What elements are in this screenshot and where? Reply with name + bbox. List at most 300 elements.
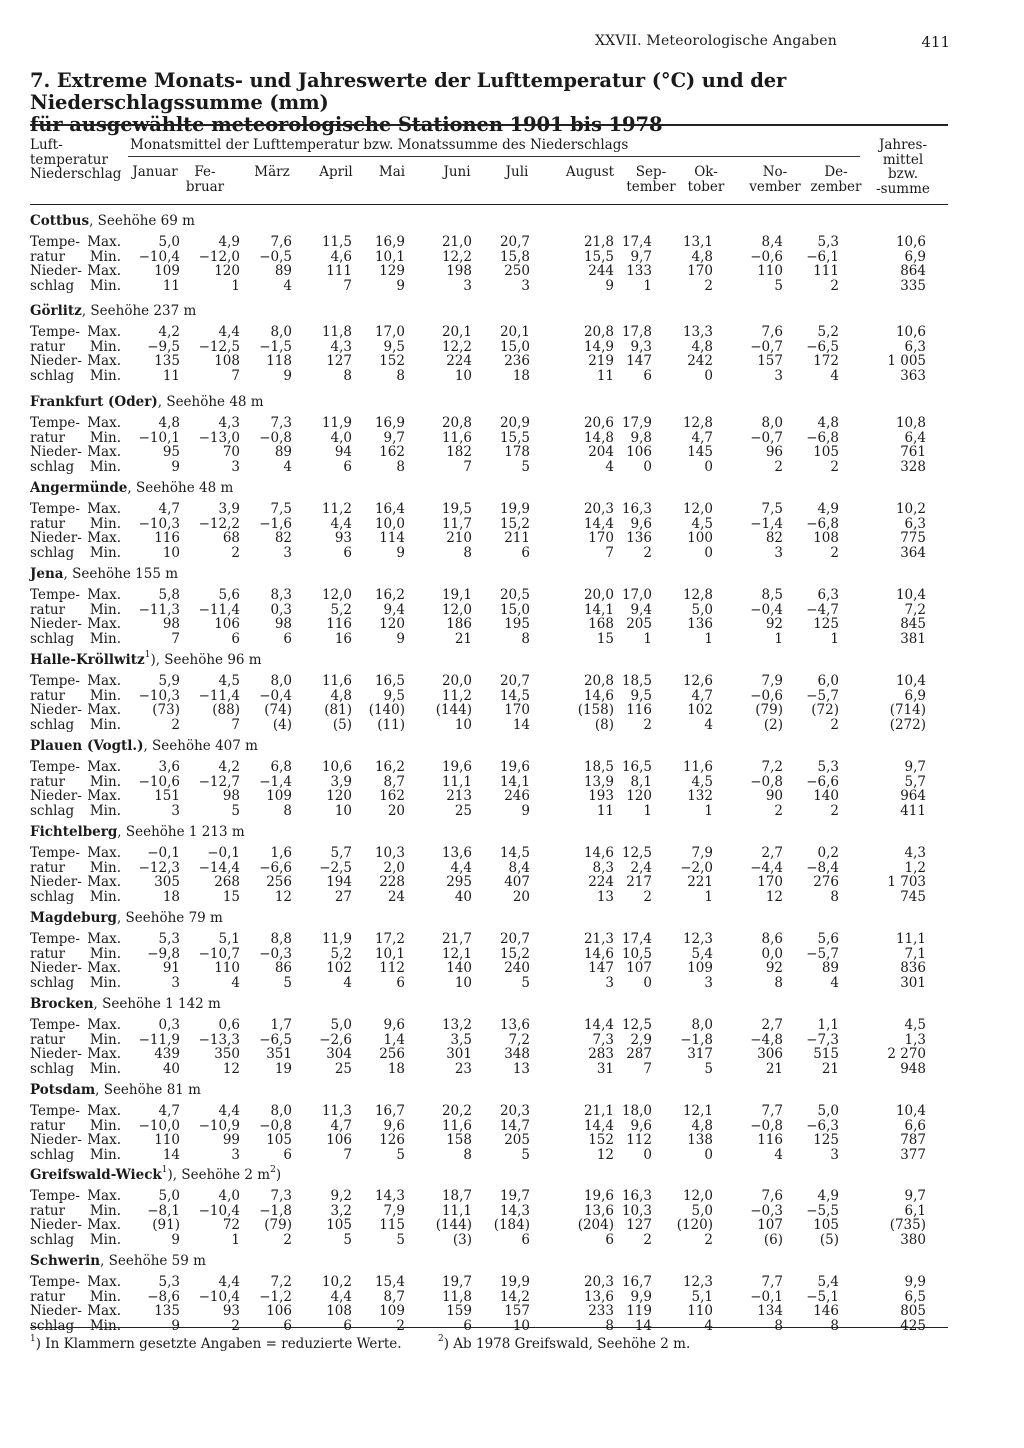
month-cell: 152: [379, 353, 405, 369]
annual-cell: 6,4: [904, 429, 926, 446]
month-cell: 7: [343, 1146, 352, 1163]
annual-cell: (714): [889, 702, 926, 718]
month-cell: 4,7: [158, 1103, 180, 1119]
month-cell: 3,9: [330, 773, 352, 790]
row-label: Tempe-: [30, 1188, 80, 1204]
month-cell: 140: [446, 960, 472, 976]
month-cell: 98: [162, 616, 180, 632]
month-cell: −2,0: [680, 859, 713, 876]
stub-header-line: Luft-: [30, 137, 63, 153]
month-cell: 439: [154, 1046, 180, 1062]
month-cell: 1,1: [817, 1017, 839, 1033]
annual-cell: (735): [889, 1217, 926, 1233]
month-cell: (72): [811, 702, 839, 718]
row-label: Tempe-: [30, 759, 80, 775]
annual-cell: 787: [900, 1132, 926, 1148]
month-cell: 4: [605, 458, 614, 475]
month-cell: 13: [512, 1060, 530, 1077]
annual-cell: 805: [900, 1303, 926, 1319]
month-cell: −10,4: [138, 248, 180, 265]
month-cell: 11,1: [441, 773, 472, 790]
month-cell: 13,6: [583, 1202, 614, 1219]
month-cell: 19,7: [499, 1188, 530, 1204]
month-cell: 17,2: [374, 931, 405, 947]
month-cell: 25: [334, 1060, 352, 1077]
month-cell: (140): [368, 702, 405, 718]
month-cell: 2: [643, 1231, 652, 1248]
month-cell: 6: [343, 544, 352, 561]
month-cell: 6: [521, 1231, 530, 1248]
month-cell: 20,9: [499, 415, 530, 431]
month-cell: −12,3: [138, 859, 180, 876]
month-cell: 7,2: [508, 1031, 530, 1048]
month-cell: 5: [521, 974, 530, 991]
month-cell: 12,0: [321, 587, 352, 603]
annual-cell: 328: [900, 458, 926, 475]
month-cell: 8: [463, 1146, 472, 1163]
annual-cell: 335: [900, 277, 926, 294]
month-cell: 4,2: [158, 324, 180, 340]
table-row-temp-max: [0, 932, 1024, 947]
month-cell: 19,9: [499, 1274, 530, 1290]
month-cell: 204: [588, 444, 614, 460]
month-cell: 13: [596, 888, 614, 905]
month-cell: 17,0: [374, 324, 405, 340]
month-cell: 2: [830, 544, 839, 561]
month-cell: 2: [830, 277, 839, 294]
month-cell: 4,3: [218, 415, 240, 431]
month-cell: 9,6: [383, 1017, 405, 1033]
month-cell: 4: [231, 974, 240, 991]
row-kind: Min.: [89, 630, 121, 647]
row-kind: Max.: [87, 1017, 121, 1033]
table-row-prec-max: [0, 1304, 1024, 1319]
month-cell: 287: [626, 1046, 652, 1062]
month-cell: 4,8: [330, 687, 352, 704]
annual-cell: 10,6: [895, 234, 926, 250]
table-row-prec-min: [0, 890, 1024, 905]
annual-cell: 1 005: [887, 353, 926, 369]
annual-cell: 10,6: [895, 324, 926, 340]
footnote-1-mark: 1: [30, 1334, 36, 1344]
row-label: schlag: [30, 974, 75, 991]
month-cell: 3: [774, 367, 783, 384]
month-cell: −12,7: [198, 773, 240, 790]
month-header-line: Fe-: [194, 164, 216, 180]
month-cell: −5,5: [806, 1202, 839, 1219]
month-cell: 14,8: [583, 429, 614, 446]
month-cell: 224: [588, 874, 614, 890]
month-cell: 13,1: [682, 234, 713, 250]
month-cell: 3: [171, 974, 180, 991]
month-cell: 98: [222, 788, 240, 804]
month-cell: 1,7: [270, 1017, 292, 1033]
month-cell: 7,3: [270, 415, 292, 431]
month-cell: 11,6: [441, 429, 472, 446]
month-cell: 17,4: [621, 931, 652, 947]
month-cell: (91): [152, 1217, 180, 1233]
annual-cell: 948: [900, 1060, 926, 1077]
month-cell: 12,0: [441, 601, 472, 618]
month-cell: −4,7: [806, 601, 839, 618]
month-cell: 268: [214, 874, 240, 890]
month-cell: 7: [463, 458, 472, 475]
month-cell: 111: [326, 263, 352, 279]
month-cell: 4,4: [330, 515, 352, 532]
month-cell: 304: [326, 1046, 352, 1062]
month-cell: 9: [171, 1317, 180, 1334]
month-cell: 0: [704, 1146, 713, 1163]
station-title: [30, 1082, 201, 1098]
month-cell: (5): [332, 716, 352, 733]
month-header-line: zember: [810, 178, 862, 195]
month-cell: 6,8: [270, 759, 292, 775]
month-cell: 2: [830, 458, 839, 475]
month-cell: 89: [274, 263, 292, 279]
month-cell: 19,9: [499, 501, 530, 517]
month-cell: 14,5: [499, 845, 530, 861]
station-name: Fichtelberg: [30, 824, 118, 840]
month-cell: 5,0: [158, 1188, 180, 1204]
row-label: schlag: [30, 277, 75, 294]
month-cell: 8,0: [691, 1017, 713, 1033]
annual-cell: 2 270: [887, 1046, 926, 1062]
row-label: ratur: [30, 687, 66, 704]
month-cell: 115: [379, 1217, 405, 1233]
month-cell: 20,0: [583, 587, 614, 603]
month-cell: 18,5: [583, 759, 614, 775]
station-elevation: , Seehöhe 69 m: [89, 213, 195, 229]
station-elevation: , Seehöhe 79 m: [116, 910, 223, 926]
month-cell: 0,3: [270, 601, 292, 618]
annual-cell: 9,7: [904, 1188, 926, 1204]
page-number: 411: [921, 33, 950, 51]
month-cell: 3: [463, 277, 472, 294]
month-cell: 8: [521, 630, 530, 647]
month-cell: −1,4: [750, 515, 783, 532]
month-cell: 12,3: [682, 1274, 713, 1290]
month-cell: 17,4: [621, 234, 652, 250]
row-kind: Min.: [89, 888, 121, 905]
row-label: schlag: [30, 544, 75, 561]
month-cell: (144): [435, 1217, 472, 1233]
month-cell: (79): [755, 702, 783, 718]
month-cell: 4: [830, 974, 839, 991]
month-cell: −0,3: [259, 945, 292, 962]
station-elevation: , Seehöhe 407 m: [143, 738, 258, 754]
station-title: [30, 824, 245, 840]
month-cell: −4,4: [750, 859, 783, 876]
table-row-prec-max: [0, 875, 1024, 890]
month-cell: (5): [819, 1231, 839, 1248]
month-cell: 11,1: [441, 1202, 472, 1219]
month-cell: 5: [521, 458, 530, 475]
month-cell: 217: [626, 874, 652, 890]
row-kind: Max.: [87, 501, 121, 517]
row-kind: Max.: [87, 960, 121, 976]
month-cell: 14,3: [374, 1188, 405, 1204]
month-cell: 12,0: [682, 501, 713, 517]
month-cell: 17,9: [621, 415, 652, 431]
row-kind: Min.: [89, 716, 121, 733]
month-cell: 4,9: [817, 1188, 839, 1204]
month-cell: 186: [446, 616, 472, 632]
month-cell: 157: [504, 1303, 530, 1319]
month-cell: 5,6: [218, 587, 240, 603]
row-label: ratur: [30, 773, 66, 790]
month-cell: 108: [326, 1303, 352, 1319]
month-cell: 9,5: [383, 338, 405, 355]
month-cell: 120: [379, 616, 405, 632]
month-cell: 21,8: [583, 234, 614, 250]
station-title: [30, 1253, 206, 1269]
month-cell: 106: [214, 616, 240, 632]
row-label: Nieder-: [30, 1046, 82, 1062]
month-cell: 5,6: [817, 931, 839, 947]
row-kind: Max.: [87, 759, 121, 775]
month-cell: 11,8: [321, 324, 352, 340]
month-cell: 3,2: [330, 1202, 352, 1219]
month-cell: (8): [594, 716, 614, 733]
month-cell: 129: [379, 263, 405, 279]
month-cell: −1,2: [259, 1288, 292, 1305]
month-cell: 126: [379, 1132, 405, 1148]
month-cell: 109: [266, 788, 292, 804]
month-cell: 17,8: [621, 324, 652, 340]
annual-cell: 10,4: [895, 673, 926, 689]
month-cell: −0,8: [750, 773, 783, 790]
annual-cell: 745: [900, 888, 926, 905]
month-header: [173, 165, 237, 194]
month-cell: 20: [512, 888, 530, 905]
month-cell: 2: [171, 716, 180, 733]
table-row-temp-min: [0, 1290, 1024, 1305]
month-cell: 246: [504, 788, 530, 804]
month-cell: 12: [765, 888, 783, 905]
month-cell: 5,3: [158, 1274, 180, 1290]
month-cell: 2: [231, 544, 240, 561]
station-elevation: , Seehöhe 48 m: [157, 394, 264, 410]
month-cell: (74): [264, 702, 292, 718]
month-cell: 4,8: [691, 248, 713, 265]
month-header-line: Juli: [505, 164, 529, 180]
month-cell: 21,0: [441, 234, 472, 250]
row-kind: Max.: [87, 673, 121, 689]
footnote-ref: 2: [270, 1165, 276, 1175]
month-cell: 1: [643, 277, 652, 294]
station-elevation-close: ): [275, 1167, 282, 1183]
month-cell: −10,3: [138, 515, 180, 532]
month-cell: 14,5: [499, 687, 530, 704]
row-kind: Min.: [89, 945, 121, 962]
table-row-temp-max: [0, 1189, 1024, 1204]
month-cell: −9,8: [147, 945, 180, 962]
month-cell: 4,8: [691, 338, 713, 355]
month-cell: −6,8: [806, 515, 839, 532]
month-cell: 100: [687, 530, 713, 546]
month-cell: −0,1: [147, 845, 180, 861]
month-cell: 8: [463, 544, 472, 561]
row-kind: Max.: [87, 1303, 121, 1319]
month-cell: 14,2: [499, 1288, 530, 1305]
month-cell: 116: [626, 702, 652, 718]
month-cell: 8,0: [270, 673, 292, 689]
month-cell: 4,5: [218, 673, 240, 689]
annual-cell: 9,7: [904, 759, 926, 775]
month-cell: 138: [687, 1132, 713, 1148]
table-row-prec-max: [0, 445, 1024, 460]
month-cell: 1: [704, 888, 713, 905]
month-cell: 16,5: [621, 759, 652, 775]
month-cell: −0,7: [750, 338, 783, 355]
month-cell: −1,8: [259, 1202, 292, 1219]
month-cell: 3: [283, 544, 292, 561]
station-elevation: ), Seehöhe 96 m: [150, 652, 262, 668]
station-block: [0, 394, 1024, 478]
month-cell: 0,2: [817, 845, 839, 861]
row-kind: Min.: [89, 687, 121, 704]
month-cell: 4: [774, 1146, 783, 1163]
month-cell: 134: [757, 1303, 783, 1319]
row-kind: Min.: [89, 1146, 121, 1163]
month-cell: 147: [588, 960, 614, 976]
month-cell: 5,0: [158, 234, 180, 250]
month-cell: −8,4: [806, 859, 839, 876]
month-cell: 120: [214, 263, 240, 279]
month-cell: 21: [821, 1060, 839, 1077]
annual-cell: 964: [900, 788, 926, 804]
month-cell: 4,8: [691, 1117, 713, 1134]
month-cell: 317: [687, 1046, 713, 1062]
row-label: Nieder-: [30, 1303, 82, 1319]
row-kind: Max.: [87, 702, 121, 718]
month-cell: 31: [596, 1060, 614, 1077]
month-cell: 7,6: [761, 1188, 783, 1204]
month-cell: 110: [757, 263, 783, 279]
month-cell: 11,2: [441, 687, 472, 704]
month-cell: 99: [222, 1132, 240, 1148]
row-kind: Max.: [87, 874, 121, 890]
table-row-temp-max: [0, 1104, 1024, 1119]
annual-cell: 6,3: [904, 515, 926, 532]
month-cell: (2): [763, 716, 783, 733]
row-kind: Max.: [87, 415, 121, 431]
month-cell: 8,8: [270, 931, 292, 947]
month-cell: 172: [813, 353, 839, 369]
table-row-prec-max: [0, 703, 1024, 718]
month-cell: 3: [521, 277, 530, 294]
month-cell: 8,0: [270, 1103, 292, 1119]
month-cell: −0,5: [259, 248, 292, 265]
row-label: schlag: [30, 630, 75, 647]
month-cell: 6,3: [817, 587, 839, 603]
month-cell: 157: [757, 353, 783, 369]
month-cell: 1,6: [270, 845, 292, 861]
month-cell: 348: [504, 1046, 530, 1062]
month-cell: −1,8: [680, 1031, 713, 1048]
row-label: Nieder-: [30, 616, 82, 632]
annual-cell: 775: [900, 530, 926, 546]
row-label: Nieder-: [30, 1132, 82, 1148]
month-header-line: De-: [824, 164, 848, 180]
table-row-temp-min: [0, 775, 1024, 790]
month-cell: 106: [266, 1303, 292, 1319]
month-cell: 5,1: [691, 1288, 713, 1305]
row-kind: Min.: [89, 248, 121, 265]
month-cell: −13,3: [198, 1031, 240, 1048]
month-cell: 18: [387, 1060, 405, 1077]
table-row-prec-max: [0, 1047, 1024, 1062]
month-cell: 8,7: [383, 1288, 405, 1305]
month-cell: −5,7: [806, 687, 839, 704]
month-cell: 15: [596, 630, 614, 647]
month-cell: 9: [171, 458, 180, 475]
month-cell: −10,4: [198, 1288, 240, 1305]
table-row-temp-min: [0, 1119, 1024, 1134]
month-cell: 20,0: [441, 673, 472, 689]
month-cell: 236: [504, 353, 530, 369]
table-row-prec-min: [0, 369, 1024, 384]
month-header-line: Juni: [443, 164, 471, 180]
footnote-1-text: ) In Klammern gesetzte Angaben = reduzierte Werte.: [35, 1336, 402, 1352]
row-label: ratur: [30, 338, 66, 355]
month-cell: 6: [283, 1317, 292, 1334]
month-cell: 16,2: [374, 587, 405, 603]
month-cell: −0,8: [750, 1117, 783, 1134]
month-cell: 3: [231, 458, 240, 475]
row-kind: Max.: [87, 931, 121, 947]
row-label: schlag: [30, 1231, 75, 1248]
month-cell: −1,6: [259, 515, 292, 532]
bottom-rule: [30, 1327, 948, 1328]
month-header: [674, 165, 738, 194]
month-cell: 4,7: [691, 687, 713, 704]
month-cell: 3,6: [158, 759, 180, 775]
annual-cell: 1 703: [887, 874, 926, 890]
month-cell: 12,5: [621, 845, 652, 861]
table-row-prec-min: [0, 279, 1024, 294]
annual-cell: 6,6: [904, 1117, 926, 1134]
month-cell: 2: [704, 277, 713, 294]
month-cell: 125: [813, 1132, 839, 1148]
month-header: [304, 165, 368, 180]
annual-cell: 10,4: [895, 1103, 926, 1119]
month-cell: 13,3: [682, 324, 713, 340]
station-name: Cottbus: [30, 213, 90, 229]
group-header: Monatsmittel der Lufttemperatur bzw. Monatssumme des Niederschlags: [130, 137, 629, 153]
month-cell: 5,0: [817, 1103, 839, 1119]
month-cell: −10,1: [138, 429, 180, 446]
row-label: schlag: [30, 716, 75, 733]
annual-cell: 411: [900, 802, 926, 819]
month-cell: 10,0: [374, 515, 405, 532]
row-kind: Max.: [87, 788, 121, 804]
month-cell: 23: [454, 1060, 472, 1077]
month-cell: 2: [283, 1231, 292, 1248]
table-row-prec-min: [0, 632, 1024, 647]
month-cell: 2: [396, 1317, 405, 1334]
month-cell: −6,5: [259, 1031, 292, 1048]
row-kind: Max.: [87, 1132, 121, 1148]
station-block: [0, 566, 1024, 650]
month-cell: −0,4: [259, 687, 292, 704]
month-cell: 14,9: [583, 338, 614, 355]
month-cell: 89: [821, 960, 839, 976]
month-cell: 4: [343, 974, 352, 991]
stub-header-line: temperatur: [30, 151, 108, 168]
month-cell: 11,6: [321, 673, 352, 689]
month-cell: 4,2: [218, 759, 240, 775]
